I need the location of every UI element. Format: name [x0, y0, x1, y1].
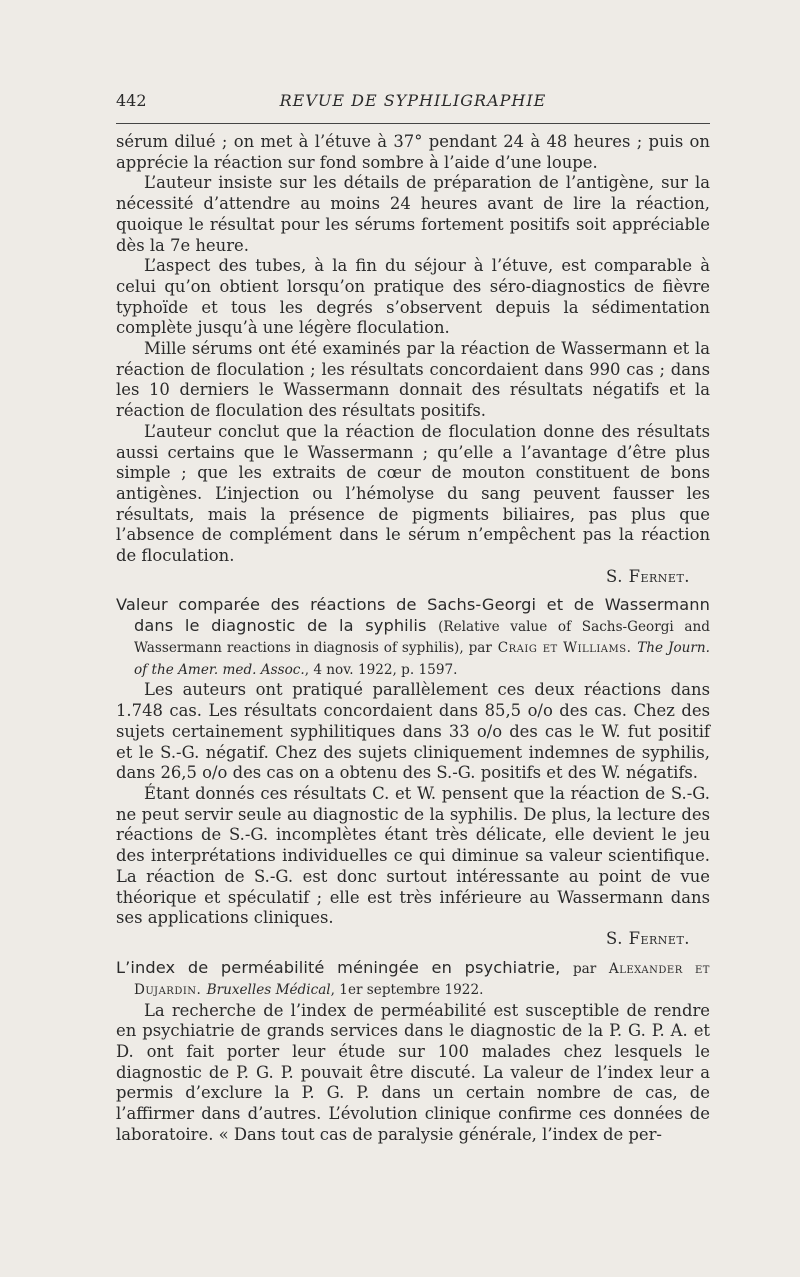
- paragraph: L’auteur conclut que la réaction de floculation donne des résultats aussi certains que le Wassermann ; qu’elle a l’avantage d’être plus simple ; que les extraits de cœur de mouton constituent de bons antigènes. L’injection ou l’hémolyse du sang peuvent fausser les résultats, mais la présence de pigments biliaires, pas plus que l’absence de complément dans le sérum n’empêchent pas la réaction de floculation.: [116, 421, 710, 566]
- paragraph: L’aspect des tubes, à la fin du séjour à l’étuve, est comparable à celui qu’on obtient lorsqu’on pratique des séro-diagnostics de fièvre typhoïde et tous les degrés s’observent depuis la sédimentation complète jusqu’à une légère floculation.: [116, 256, 710, 338]
- article-title: Valeur comparée des réactions de Sachs-Georgi et de Wassermann dans le diagnostic de la syphilis: [116, 595, 710, 635]
- running-title: REVUE DE SYPHILIGRAPHIE: [279, 91, 547, 110]
- publication-date: , 1er septembre 1922.: [330, 982, 484, 999]
- paragraph: La recherche de l’index de perméabilité est susceptible de rendre en psychiatrie de grands services dans le diagnostic de la P. G. P. A. et D. ont fait porter leur étude sur 100 malades chez lesquels le diagnostic de P. G. P. pouvait être discuté. La valeur de l’index leur a permis d’exclure la P. G. P. dans un certain nombre de cas, de l’affirmer dans d’autres. L’évolution clinique confirme ces données de laboratoire. « Dans tout cas de paralysie générale, l’index de per-: [116, 1000, 710, 1144]
- paragraph: L’auteur insiste sur les détails de préparation de l’antigène, sur la nécessité d’attendre au moins 24 heures avant de lire la réaction, quoique le résultat pour les sérums fortement positifs soit appréciable dès la 7e heure.: [116, 173, 710, 255]
- continuation-section: [116, 132, 710, 587]
- article-sachs-georgi: [116, 595, 710, 949]
- article-permeabilite: [116, 958, 710, 1146]
- article-title: L’index de perméabilité méningée en psychiatrie,: [116, 957, 561, 977]
- page-header: [116, 91, 710, 117]
- article-authors: Alexander et Dujardin.: [134, 960, 710, 999]
- header-rule: [116, 123, 710, 124]
- paragraph: Étant donnés ces résultats C. et W. pensent que la réaction de S.-G. ne peut servir seule au diagnostic de la syphilis. De plus, la lecture des réactions de S.-G. incomplètes étant très délicate, elle devient le jeu des interprétations individuelles ce qui diminue sa valeur scientifique. La réaction de S.-G. est donc surtout intéressante au point de vue théorique et spéculatif ; elle est très inférieure au Wassermann dans ses applications cliniques.: [116, 783, 710, 928]
- paragraph: Les auteurs ont pratiqué parallèlement ces deux réactions dans 1.748 cas. Les résultats concordaient dans 85,5 o/o des cas. Chez des sujets certainement syphilitiques dans 33 o/o des cas le W. fut positif et le S.-G. négatif. Chez des sujets cliniquement indemnes de syphilis, dans 26,5 o/o des cas on a obtenu des S.-G. positifs et des W. négatifs.: [116, 680, 710, 783]
- article-heading: [116, 958, 710, 1001]
- article-reference: par: [572, 960, 597, 977]
- paragraph: sérum dilué ; on met à l’étuve à 37° pendant 24 à 48 heures ; puis on apprécie la réaction sur fond sombre à l’aide d’une loupe.: [116, 132, 710, 172]
- paragraph: Mille sérums ont été examinés par la réaction de Wassermann et la réaction de floculation ; les résultats concordaient dans 990 cas ; dans les 10 derniers le Wassermann donnait des résultats négatifs et la réaction de floculation des résultats positifs.: [116, 339, 710, 421]
- article-authors: Craig et Williams.: [497, 640, 632, 657]
- article-reference: (Relative value of Sachs-Georgi and Wassermann reactions in diagnosis of syphilis), par: [134, 618, 710, 657]
- publication-date: , 4 nov. 1922, p. 1597.: [304, 661, 458, 678]
- page-body: [116, 132, 710, 1146]
- article-heading: [116, 595, 710, 680]
- page-number: 442: [116, 91, 147, 110]
- signature: S. Fernet.: [606, 566, 690, 586]
- journal-name: The Journ. of the Amer. med. Assoc.: [134, 640, 710, 678]
- journal-name: Bruxelles Médical: [206, 982, 331, 999]
- signature: S. Fernet.: [606, 928, 690, 948]
